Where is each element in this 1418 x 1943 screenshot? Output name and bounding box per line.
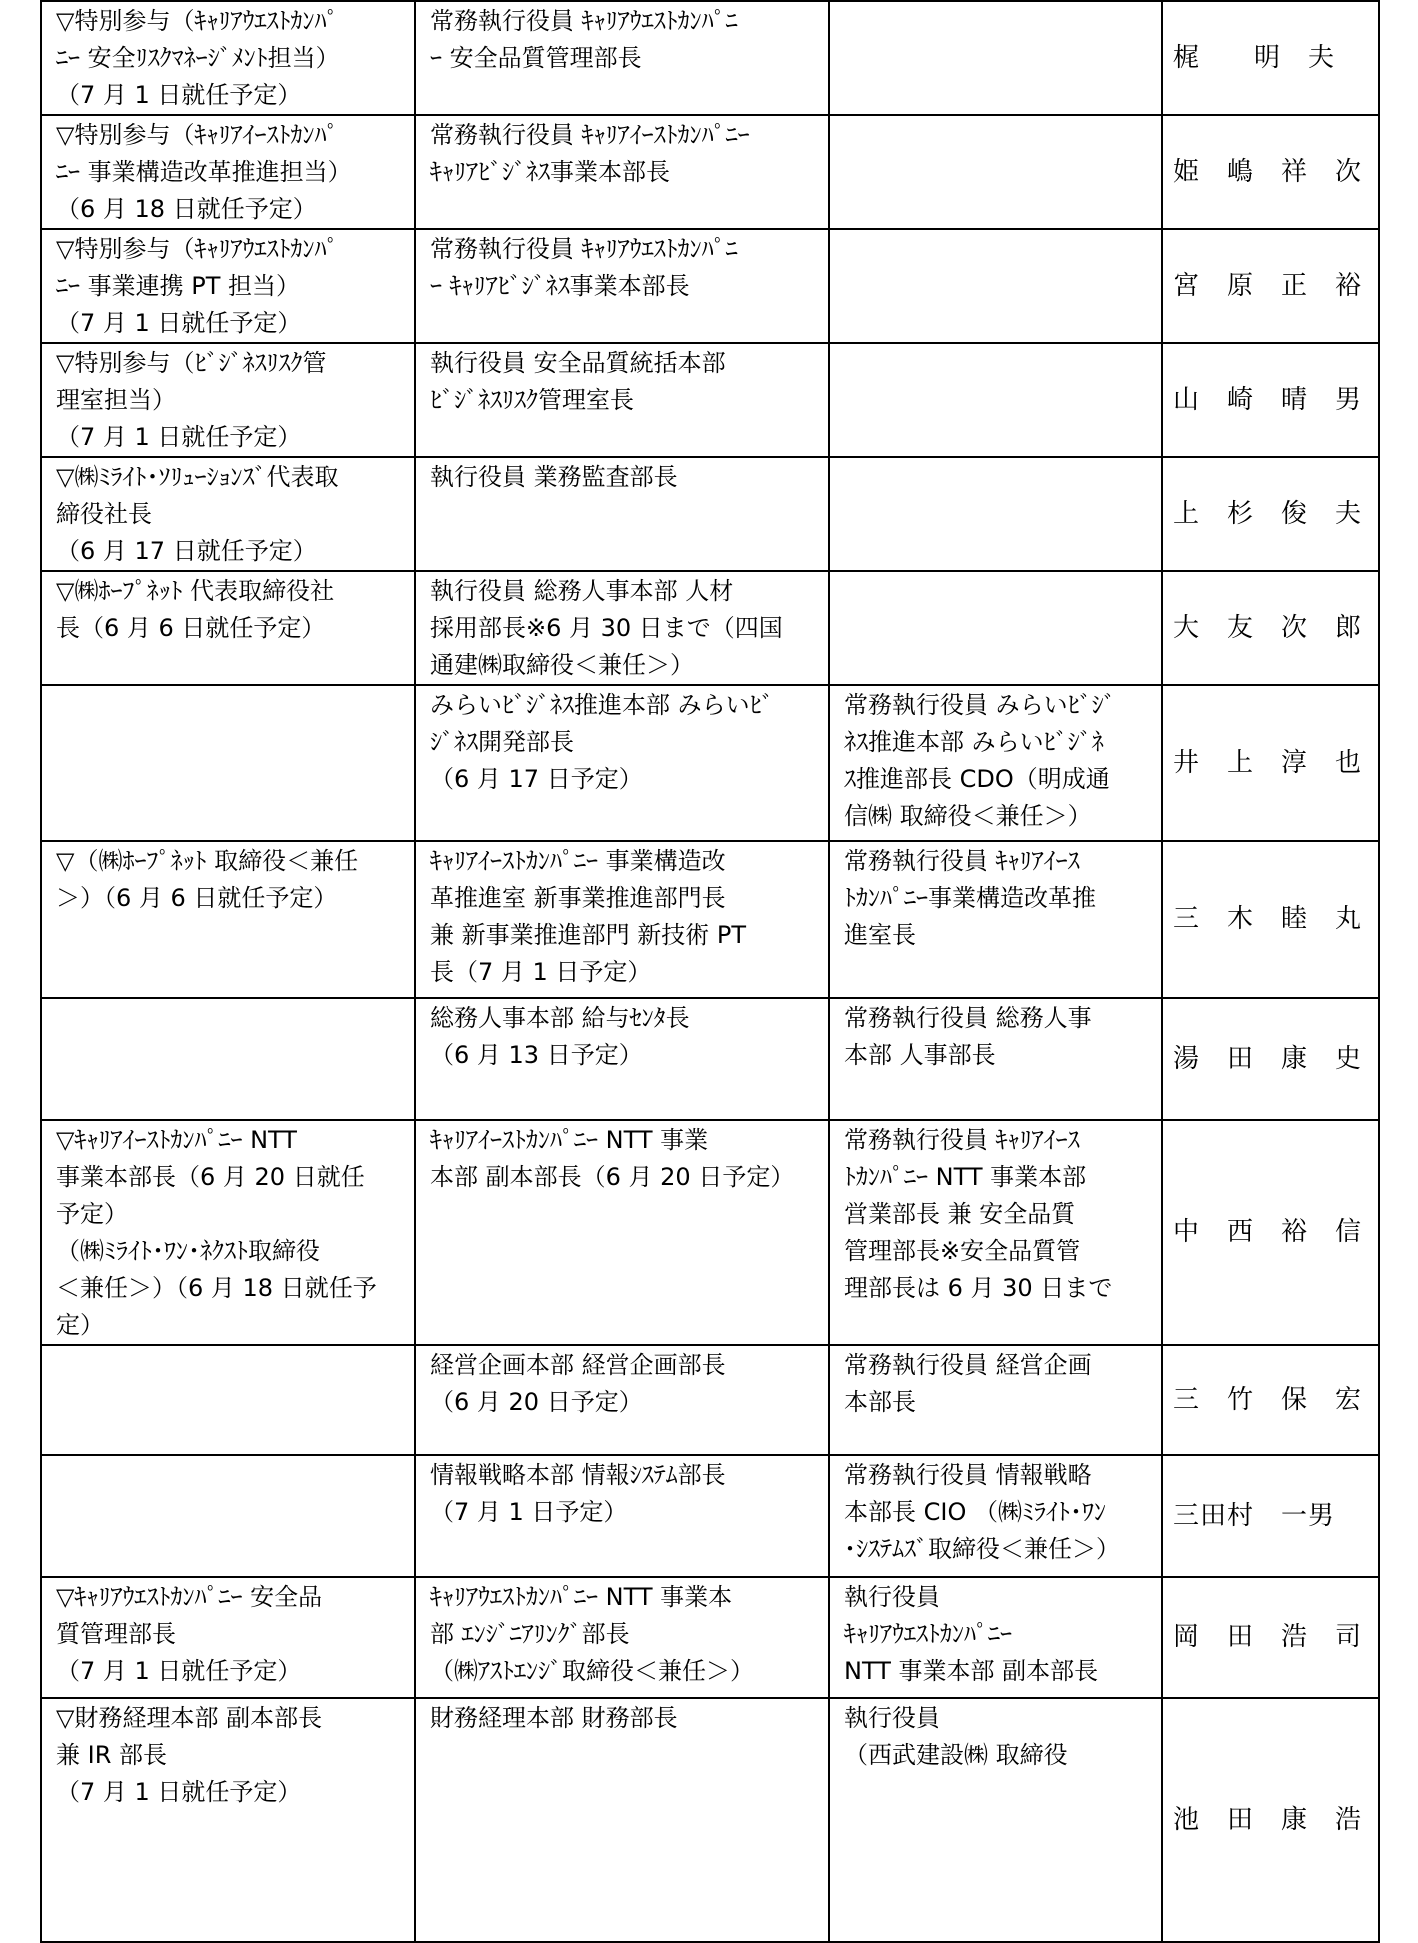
prior-position-cell — [829, 571, 1162, 685]
new-position-cell: ▽ｷｬﾘｱｳｴｽﾄｶﾝﾊﾟﾆｰ 安全品 質管理部長 （7 月 1 日就任予定） — [41, 1577, 415, 1698]
table-row — [41, 1698, 1379, 1942]
prior-position-cell — [829, 1, 1162, 115]
new-position-cell: ▽㈱ﾐﾗｲﾄ･ｿﾘｭｰｼｮﾝｽﾞ代表取 締役社長 （6 月 17 日就任予定） — [41, 457, 415, 571]
table-row — [41, 1, 1379, 115]
current-position-cell: 総務人事本部 給与ｾﾝﾀ長 （6 月 13 日予定） — [415, 998, 829, 1120]
table-row — [41, 1345, 1379, 1455]
table-row — [41, 571, 1379, 685]
prior-position-cell: 常務執行役員 みらいﾋﾞｼﾞ ﾈｽ推進本部 みらいﾋﾞｼﾞﾈ ｽ推進部長 CDO（明成通 信㈱ 取締役＜兼任＞） — [829, 685, 1162, 841]
person-name-cell: 山 崎 晴 男 — [1162, 343, 1379, 457]
prior-position-cell: 常務執行役員 ｷｬﾘｱｲｰｽ ﾄｶﾝﾊﾟﾆｰ NTT 事業本部 営業部長 兼 安全品質 管理部長※安全品質管 理部長は 6 月 30 日まで — [829, 1120, 1162, 1345]
table-row — [41, 1577, 1379, 1698]
new-position-cell — [41, 1455, 415, 1577]
person-name-cell: 梶 明 夫 — [1162, 1, 1379, 115]
table-row — [41, 115, 1379, 229]
current-position-cell: 執行役員 業務監査部長 — [415, 457, 829, 571]
prior-position-cell: 執行役員 ｷｬﾘｱｳｴｽﾄｶﾝﾊﾟﾆｰ NTT 事業本部 副本部長 — [829, 1577, 1162, 1698]
new-position-cell: ▽㈱ﾎｰﾌﾟﾈｯﾄ 代表取締役社 長（6 月 6 日就任予定） — [41, 571, 415, 685]
current-position-cell: 情報戦略本部 情報ｼｽﾃﾑ部長 （7 月 1 日予定） — [415, 1455, 829, 1577]
new-position-cell — [41, 685, 415, 841]
new-position-cell — [41, 1345, 415, 1455]
new-position-cell: ▽特別参与（ｷｬﾘｱｳｴｽﾄｶﾝﾊﾟ ﾆｰ 事業連携 PT 担当） （7 月 1 日就任予定） — [41, 229, 415, 343]
prior-position-cell — [829, 115, 1162, 229]
current-position-cell: 常務執行役員 ｷｬﾘｱｳｴｽﾄｶﾝﾊﾟﾆ ｰ ｷｬﾘｱﾋﾞｼﾞﾈｽ事業本部長 — [415, 229, 829, 343]
new-position-cell — [41, 998, 415, 1120]
new-position-cell: ▽ｷｬﾘｱｲｰｽﾄｶﾝﾊﾟﾆｰ NTT 事業本部長（6 月 20 日就任 予定） （㈱ﾐﾗｲﾄ･ﾜﾝ･ﾈｸｽﾄ取締役 ＜兼任＞）（6 月 18 日就任予定） — [41, 1120, 415, 1345]
current-position-cell: 常務執行役員 ｷｬﾘｱｲｰｽﾄｶﾝﾊﾟﾆｰ ｷｬﾘｱﾋﾞｼﾞﾈｽ事業本部長 — [415, 115, 829, 229]
table-row — [41, 343, 1379, 457]
person-name-cell: 姫 嶋 祥 次 — [1162, 115, 1379, 229]
person-name-cell: 池 田 康 浩 — [1162, 1698, 1379, 1942]
person-name-cell: 三 木 睦 丸 — [1162, 841, 1379, 998]
prior-position-cell — [829, 457, 1162, 571]
table-row — [41, 457, 1379, 571]
person-name-cell: 湯 田 康 史 — [1162, 998, 1379, 1120]
current-position-cell: 経営企画本部 経営企画部長 （6 月 20 日予定） — [415, 1345, 829, 1455]
person-name-cell: 岡 田 浩 司 — [1162, 1577, 1379, 1698]
person-name-cell: 宮 原 正 裕 — [1162, 229, 1379, 343]
current-position-cell: ｷｬﾘｱｲｰｽﾄｶﾝﾊﾟﾆｰ NTT 事業 本部 副本部長（6 月 20 日予定） — [415, 1120, 829, 1345]
prior-position-cell — [829, 229, 1162, 343]
current-position-cell: 常務執行役員 ｷｬﾘｱｳｴｽﾄｶﾝﾊﾟﾆ ｰ 安全品質管理部長 — [415, 1, 829, 115]
current-position-cell: 財務経理本部 財務部長 — [415, 1698, 829, 1942]
table-row — [41, 1455, 1379, 1577]
table-row — [41, 998, 1379, 1120]
prior-position-cell: 常務執行役員 ｷｬﾘｱｲｰｽ ﾄｶﾝﾊﾟﾆｰ事業構造改革推 進室長 — [829, 841, 1162, 998]
person-name-cell: 上 杉 俊 夫 — [1162, 457, 1379, 571]
new-position-cell: ▽（㈱ﾎｰﾌﾟﾈｯﾄ 取締役＜兼任 ＞）（6 月 6 日就任予定） — [41, 841, 415, 998]
person-name-cell: 三 竹 保 宏 — [1162, 1345, 1379, 1455]
current-position-cell: 執行役員 安全品質統括本部 ﾋﾞｼﾞﾈｽﾘｽｸ管理室長 — [415, 343, 829, 457]
table-row — [41, 1120, 1379, 1345]
person-name-cell: 井 上 淳 也 — [1162, 685, 1379, 841]
current-position-cell: 執行役員 総務人事本部 人材 採用部長※6 月 30 日まで（四国 通建㈱取締役＜兼任＞） — [415, 571, 829, 685]
current-position-cell: みらいﾋﾞｼﾞﾈｽ推進本部 みらいﾋﾞ ｼﾞﾈｽ開発部長 （6 月 17 日予定） — [415, 685, 829, 841]
prior-position-cell: 常務執行役員 経営企画 本部長 — [829, 1345, 1162, 1455]
person-name-cell: 大 友 次 郎 — [1162, 571, 1379, 685]
new-position-cell: ▽特別参与（ﾋﾞｼﾞﾈｽﾘｽｸ管 理室担当） （7 月 1 日就任予定） — [41, 343, 415, 457]
current-position-cell: ｷｬﾘｱｳｴｽﾄｶﾝﾊﾟﾆｰ NTT 事業本 部 ｴﾝｼﾞﾆｱﾘﾝｸﾞ部長 （㈱ｱｽﾄｴﾝｼﾞ取締役＜兼任＞） — [415, 1577, 829, 1698]
prior-position-cell: 常務執行役員 情報戦略 本部長 CIO （㈱ﾐﾗｲﾄ･ﾜﾝ ･ｼｽﾃﾑｽﾞ取締役＜兼任＞） — [829, 1455, 1162, 1577]
table-row — [41, 841, 1379, 998]
new-position-cell: ▽財務経理本部 副本部長 兼 IR 部長 （7 月 1 日就任予定） — [41, 1698, 415, 1942]
prior-position-cell: 常務執行役員 総務人事 本部 人事部長 — [829, 998, 1162, 1120]
prior-position-cell — [829, 343, 1162, 457]
person-name-cell: 中 西 裕 信 — [1162, 1120, 1379, 1345]
current-position-cell: ｷｬﾘｱｲｰｽﾄｶﾝﾊﾟﾆｰ 事業構造改 革推進室 新事業推進部門長 兼 新事業推進部門 新技術 PT 長（7 月 1 日予定） — [415, 841, 829, 998]
new-position-cell: ▽特別参与（ｷｬﾘｱｲｰｽﾄｶﾝﾊﾟ ﾆｰ 事業構造改革推進担当） （6 月 18 日就任予定） — [41, 115, 415, 229]
personnel-table — [40, 0, 1380, 1943]
new-position-cell: ▽特別参与（ｷｬﾘｱｳｴｽﾄｶﾝﾊﾟ ﾆｰ 安全ﾘｽｸﾏﾈｰｼﾞﾒﾝﾄ担当） （7 月 1 日就任予定） — [41, 1, 415, 115]
table-row — [41, 229, 1379, 343]
table-row — [41, 685, 1379, 841]
prior-position-cell: 執行役員 （西武建設㈱ 取締役 — [829, 1698, 1162, 1942]
person-name-cell: 三田村 一男 — [1162, 1455, 1379, 1577]
